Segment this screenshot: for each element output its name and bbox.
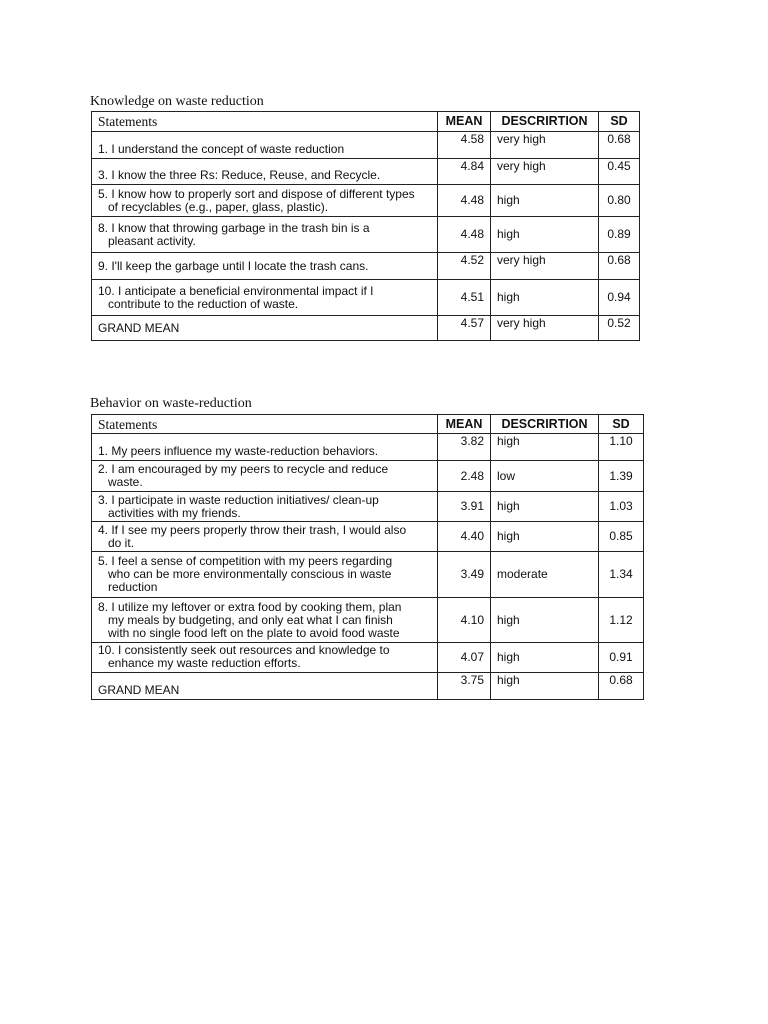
statements-header: Statements bbox=[92, 415, 438, 434]
table-row bbox=[92, 522, 644, 552]
table-row bbox=[92, 217, 640, 253]
sd-cell: 0.68 bbox=[599, 132, 640, 159]
statement-cell bbox=[92, 552, 438, 598]
description-cell: very high bbox=[491, 253, 599, 280]
table-row bbox=[92, 598, 644, 643]
statement-cell bbox=[92, 522, 438, 552]
statement-text-continued: activities with my friends. bbox=[108, 505, 241, 520]
statement-text-continued: of recyclables (e.g., paper, glass, plastic). bbox=[108, 199, 329, 214]
mean-cell: 4.48 bbox=[438, 217, 491, 253]
description-cell: high bbox=[491, 280, 599, 316]
statement-text: 5. I feel a sense of competition with my peers regarding bbox=[98, 554, 393, 568]
grand-mean-label: GRAND MEAN bbox=[92, 316, 438, 341]
description-cell: very high bbox=[491, 159, 599, 185]
grand-mean-sd: 0.52 bbox=[599, 316, 640, 341]
mean-header: MEAN bbox=[438, 112, 491, 132]
statement-text-continued: enhance my waste reduction efforts. bbox=[108, 656, 301, 670]
statement-cell bbox=[92, 492, 438, 522]
statement-text: 4. If I see my peers properly throw their trash, I would also bbox=[98, 522, 407, 537]
statement-cell bbox=[92, 185, 438, 217]
table-row bbox=[92, 185, 640, 217]
statement-text: 10. I anticipate a beneficial environmental impact if I bbox=[98, 283, 374, 298]
statement-text: 8. I know that throwing garbage in the trash bin is a bbox=[98, 220, 370, 235]
mean-cell: 3.82 bbox=[438, 434, 491, 461]
sd-cell: 0.45 bbox=[599, 159, 640, 185]
grand-mean-label: GRAND MEAN bbox=[92, 673, 438, 700]
table-row bbox=[92, 434, 644, 461]
table-row bbox=[92, 253, 640, 280]
grand-mean-sd: 0.68 bbox=[599, 673, 644, 700]
statements-header: Statements bbox=[92, 112, 438, 132]
grand-mean-description: high bbox=[491, 673, 599, 700]
statement-text: 8. I utilize my leftover or extra food by cooking them, plan bbox=[98, 599, 402, 614]
description-cell: high bbox=[491, 598, 599, 643]
statement-text-continued: reduction bbox=[108, 580, 158, 594]
table-row bbox=[92, 643, 644, 673]
sd-cell: 1.39 bbox=[599, 461, 644, 492]
description-cell: high bbox=[491, 643, 599, 673]
statement-cell: 1. My peers influence my waste-reduction behaviors. bbox=[92, 434, 438, 461]
behavior-table bbox=[91, 414, 644, 700]
description-cell: low bbox=[491, 461, 599, 492]
table-row bbox=[92, 552, 644, 598]
table-row bbox=[92, 132, 640, 159]
description-cell: high bbox=[491, 492, 599, 522]
statement-text-continued: with no single food left on the plate to avoid food waste bbox=[108, 625, 400, 640]
description-cell: moderate bbox=[491, 552, 599, 598]
grand-mean-value: 3.75 bbox=[438, 673, 491, 700]
statement-cell: 1. I understand the concept of waste reduction bbox=[92, 132, 438, 159]
grand-mean-row bbox=[92, 316, 640, 341]
statement-cell: 3. I know the three Rs: Reduce, Reuse, and Recycle. bbox=[92, 159, 438, 185]
description-cell: high bbox=[491, 185, 599, 217]
statement-text-continued: waste. bbox=[108, 475, 143, 489]
statement-text-continued: contribute to the reduction of waste. bbox=[108, 296, 299, 311]
sd-cell: 1.12 bbox=[599, 598, 644, 643]
mean-cell: 2.48 bbox=[438, 461, 491, 492]
sd-header: SD bbox=[599, 415, 644, 434]
table-row bbox=[92, 492, 644, 522]
statement-cell bbox=[92, 461, 438, 492]
description-header: DESCRIRTION bbox=[491, 415, 599, 434]
mean-cell: 4.51 bbox=[438, 280, 491, 316]
statement-text-continued: my meals by budgeting, and only eat what I can finish bbox=[108, 612, 393, 627]
mean-cell: 4.10 bbox=[438, 598, 491, 643]
statement-cell bbox=[92, 280, 438, 316]
mean-cell: 3.91 bbox=[438, 492, 491, 522]
table-row bbox=[92, 461, 644, 492]
description-header: DESCRIRTION bbox=[491, 112, 599, 132]
mean-header: MEAN bbox=[438, 415, 491, 434]
grand-mean-value: 4.57 bbox=[438, 316, 491, 341]
statement-text-continued: do it. bbox=[108, 535, 135, 550]
grand-mean-row bbox=[92, 673, 644, 700]
behavior-header-row bbox=[92, 415, 644, 434]
statement-cell: 9. I'll keep the garbage until I locate the trash cans. bbox=[92, 253, 438, 280]
sd-cell: 1.34 bbox=[599, 552, 644, 598]
grand-mean-description: very high bbox=[491, 316, 599, 341]
statement-text-continued: who can be more environmentally conscious in waste bbox=[108, 567, 392, 581]
table-row bbox=[92, 159, 640, 185]
statement-cell bbox=[92, 643, 438, 673]
sd-cell: 1.03 bbox=[599, 492, 644, 522]
sd-cell: 0.68 bbox=[599, 253, 640, 280]
sd-cell: 0.85 bbox=[599, 522, 644, 552]
knowledge-table bbox=[91, 111, 640, 341]
description-cell: high bbox=[491, 522, 599, 552]
table-row bbox=[92, 280, 640, 316]
description-cell: high bbox=[491, 434, 599, 461]
sd-cell: 0.94 bbox=[599, 280, 640, 316]
sd-cell: 0.91 bbox=[599, 643, 644, 673]
sd-cell: 0.80 bbox=[599, 185, 640, 217]
knowledge-table-title: Knowledge on waste reduction bbox=[90, 94, 264, 109]
statement-text-continued: pleasant activity. bbox=[108, 233, 196, 248]
mean-cell: 4.58 bbox=[438, 132, 491, 159]
sd-cell: 0.89 bbox=[599, 217, 640, 253]
sd-header: SD bbox=[599, 112, 640, 132]
statement-cell bbox=[92, 217, 438, 253]
mean-cell: 4.84 bbox=[438, 159, 491, 185]
statement-text: 5. I know how to properly sort and dispose of different types bbox=[98, 186, 415, 201]
description-cell: very high bbox=[491, 132, 599, 159]
statement-text: 3. I participate in waste reduction initiatives/ clean-up bbox=[98, 492, 379, 507]
sd-cell: 1.10 bbox=[599, 434, 644, 461]
statement-cell bbox=[92, 598, 438, 643]
mean-cell: 3.49 bbox=[438, 552, 491, 598]
behavior-table-title: Behavior on waste-reduction bbox=[90, 396, 252, 411]
mean-cell: 4.48 bbox=[438, 185, 491, 217]
statement-text: 2. I am encouraged by my peers to recycle and reduce bbox=[98, 462, 389, 476]
mean-cell: 4.07 bbox=[438, 643, 491, 673]
description-cell: high bbox=[491, 217, 599, 253]
mean-cell: 4.40 bbox=[438, 522, 491, 552]
knowledge-header-row bbox=[92, 112, 640, 132]
statement-text: 10. I consistently seek out resources and knowledge to bbox=[98, 643, 390, 657]
mean-cell: 4.52 bbox=[438, 253, 491, 280]
